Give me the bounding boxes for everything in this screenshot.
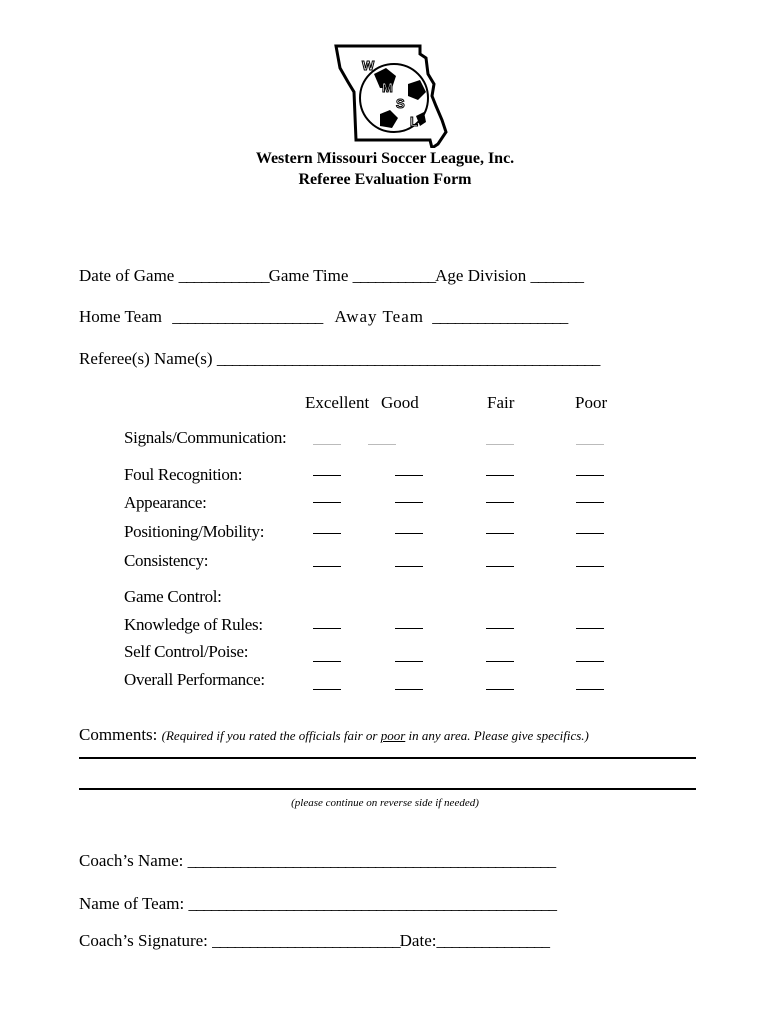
rating-blank[interactable] bbox=[313, 444, 341, 445]
logo-letter-s: S bbox=[396, 96, 405, 111]
rating-blank[interactable] bbox=[395, 533, 423, 534]
team-name-field[interactable]: _________________________________________________ bbox=[188, 894, 556, 913]
criterion-appearance: Appearance: bbox=[124, 493, 207, 512]
team-name-row bbox=[79, 894, 556, 914]
logo-letter-l: L bbox=[410, 114, 418, 129]
wmsl-logo bbox=[334, 44, 448, 148]
rating-blank[interactable] bbox=[576, 566, 604, 567]
date-of-game-field[interactable]: ____________ bbox=[178, 266, 269, 285]
comments-note-underlined: poor bbox=[380, 728, 406, 743]
game-info-row-3 bbox=[79, 349, 599, 369]
home-team-field[interactable]: ____________________ bbox=[172, 307, 323, 326]
rating-blank[interactable] bbox=[313, 689, 341, 690]
coach-name-label: Coach’s Name: bbox=[79, 851, 184, 870]
rating-blank[interactable] bbox=[313, 661, 341, 662]
criterion-self-control: Self Control/Poise: bbox=[124, 642, 249, 661]
rating-blank[interactable] bbox=[313, 628, 341, 629]
criterion-overall: Overall Performance: bbox=[124, 670, 265, 689]
rating-blank[interactable] bbox=[486, 475, 514, 476]
rating-blank[interactable] bbox=[313, 475, 341, 476]
age-division-field[interactable]: _______ bbox=[530, 266, 584, 285]
criterion-game-control: Game Control: bbox=[124, 587, 222, 606]
rating-blank[interactable] bbox=[368, 444, 396, 445]
rating-blank[interactable] bbox=[486, 444, 514, 445]
rating-blank[interactable] bbox=[486, 566, 514, 567]
rating-blank[interactable] bbox=[576, 444, 604, 445]
date-of-game-label: Date of Game bbox=[79, 266, 175, 285]
criterion-signals: Signals/Communication: bbox=[124, 428, 287, 447]
coach-signature-label: Coach’s Signature: bbox=[79, 931, 208, 950]
col-good: Good bbox=[381, 393, 419, 412]
rating-blank[interactable] bbox=[486, 502, 514, 503]
signature-row bbox=[79, 931, 549, 951]
col-poor: Poor bbox=[575, 393, 608, 412]
date-label: Date: bbox=[399, 931, 437, 950]
rating-blank[interactable] bbox=[395, 628, 423, 629]
comments-note-post: in any area. Please give specifics.) bbox=[405, 728, 589, 743]
coach-signature-field[interactable]: _________________________ bbox=[212, 931, 400, 950]
team-name-label: Name of Team: bbox=[79, 894, 185, 913]
age-division-label: Age Division bbox=[435, 266, 527, 285]
criterion-foul-recognition: Foul Recognition: bbox=[124, 465, 243, 484]
criterion-consistency: Consistency: bbox=[124, 551, 209, 570]
comments-row bbox=[79, 725, 589, 745]
rating-blank[interactable] bbox=[576, 533, 604, 534]
coach-name-row bbox=[79, 851, 555, 871]
col-fair: Fair bbox=[487, 393, 515, 412]
rating-blank[interactable] bbox=[486, 689, 514, 690]
comments-line-2[interactable] bbox=[79, 788, 696, 790]
rating-blank[interactable] bbox=[576, 689, 604, 690]
rating-blank[interactable] bbox=[576, 502, 604, 503]
date-field[interactable]: _______________ bbox=[436, 931, 549, 950]
game-info-row-1 bbox=[79, 266, 583, 286]
rating-blank[interactable] bbox=[313, 502, 341, 503]
referee-names-label: Referee(s) Name(s) bbox=[79, 349, 213, 368]
continue-note: (please continue on reverse side if needed) bbox=[291, 797, 479, 809]
away-team-field[interactable]: __________________ bbox=[432, 307, 568, 326]
logo-letter-m: M bbox=[382, 80, 393, 95]
game-time-label: Game Time bbox=[268, 266, 349, 285]
rating-blank[interactable] bbox=[486, 661, 514, 662]
comments-line-1[interactable] bbox=[79, 757, 696, 759]
rating-blank[interactable] bbox=[395, 661, 423, 662]
home-team-label: Home Team bbox=[79, 307, 162, 326]
rating-blank[interactable] bbox=[486, 628, 514, 629]
rating-blank[interactable] bbox=[576, 661, 604, 662]
criterion-knowledge: Knowledge of Rules: bbox=[124, 615, 263, 634]
rating-blank[interactable] bbox=[576, 475, 604, 476]
rating-blank[interactable] bbox=[576, 628, 604, 629]
rating-blank[interactable] bbox=[313, 566, 341, 567]
game-time-field[interactable]: ___________ bbox=[352, 266, 436, 285]
rating-blank[interactable] bbox=[395, 566, 423, 567]
comments-note-pre: (Required if you rated the officials fair or bbox=[161, 728, 381, 743]
comments-label: Comments: bbox=[79, 725, 158, 744]
form-title: Referee Evaluation Form bbox=[298, 171, 472, 188]
logo-letter-w: W bbox=[362, 58, 375, 73]
rating-blank[interactable] bbox=[395, 502, 423, 503]
rating-blank[interactable] bbox=[313, 533, 341, 534]
game-info-row-2 bbox=[79, 307, 567, 327]
col-excellent: Excellent bbox=[305, 393, 370, 412]
coach-name-field[interactable]: _________________________________________________ bbox=[187, 851, 556, 870]
rating-blank[interactable] bbox=[486, 533, 514, 534]
criterion-positioning: Positioning/Mobility: bbox=[124, 522, 265, 541]
away-team-label: Away Team bbox=[334, 307, 424, 326]
rating-blank[interactable] bbox=[395, 475, 423, 476]
rating-blank[interactable] bbox=[395, 689, 423, 690]
comments-note bbox=[162, 728, 589, 743]
org-name: Western Missouri Soccer League, Inc. bbox=[255, 150, 515, 167]
referee-names-field[interactable]: ___________________________________________________ bbox=[216, 349, 600, 368]
